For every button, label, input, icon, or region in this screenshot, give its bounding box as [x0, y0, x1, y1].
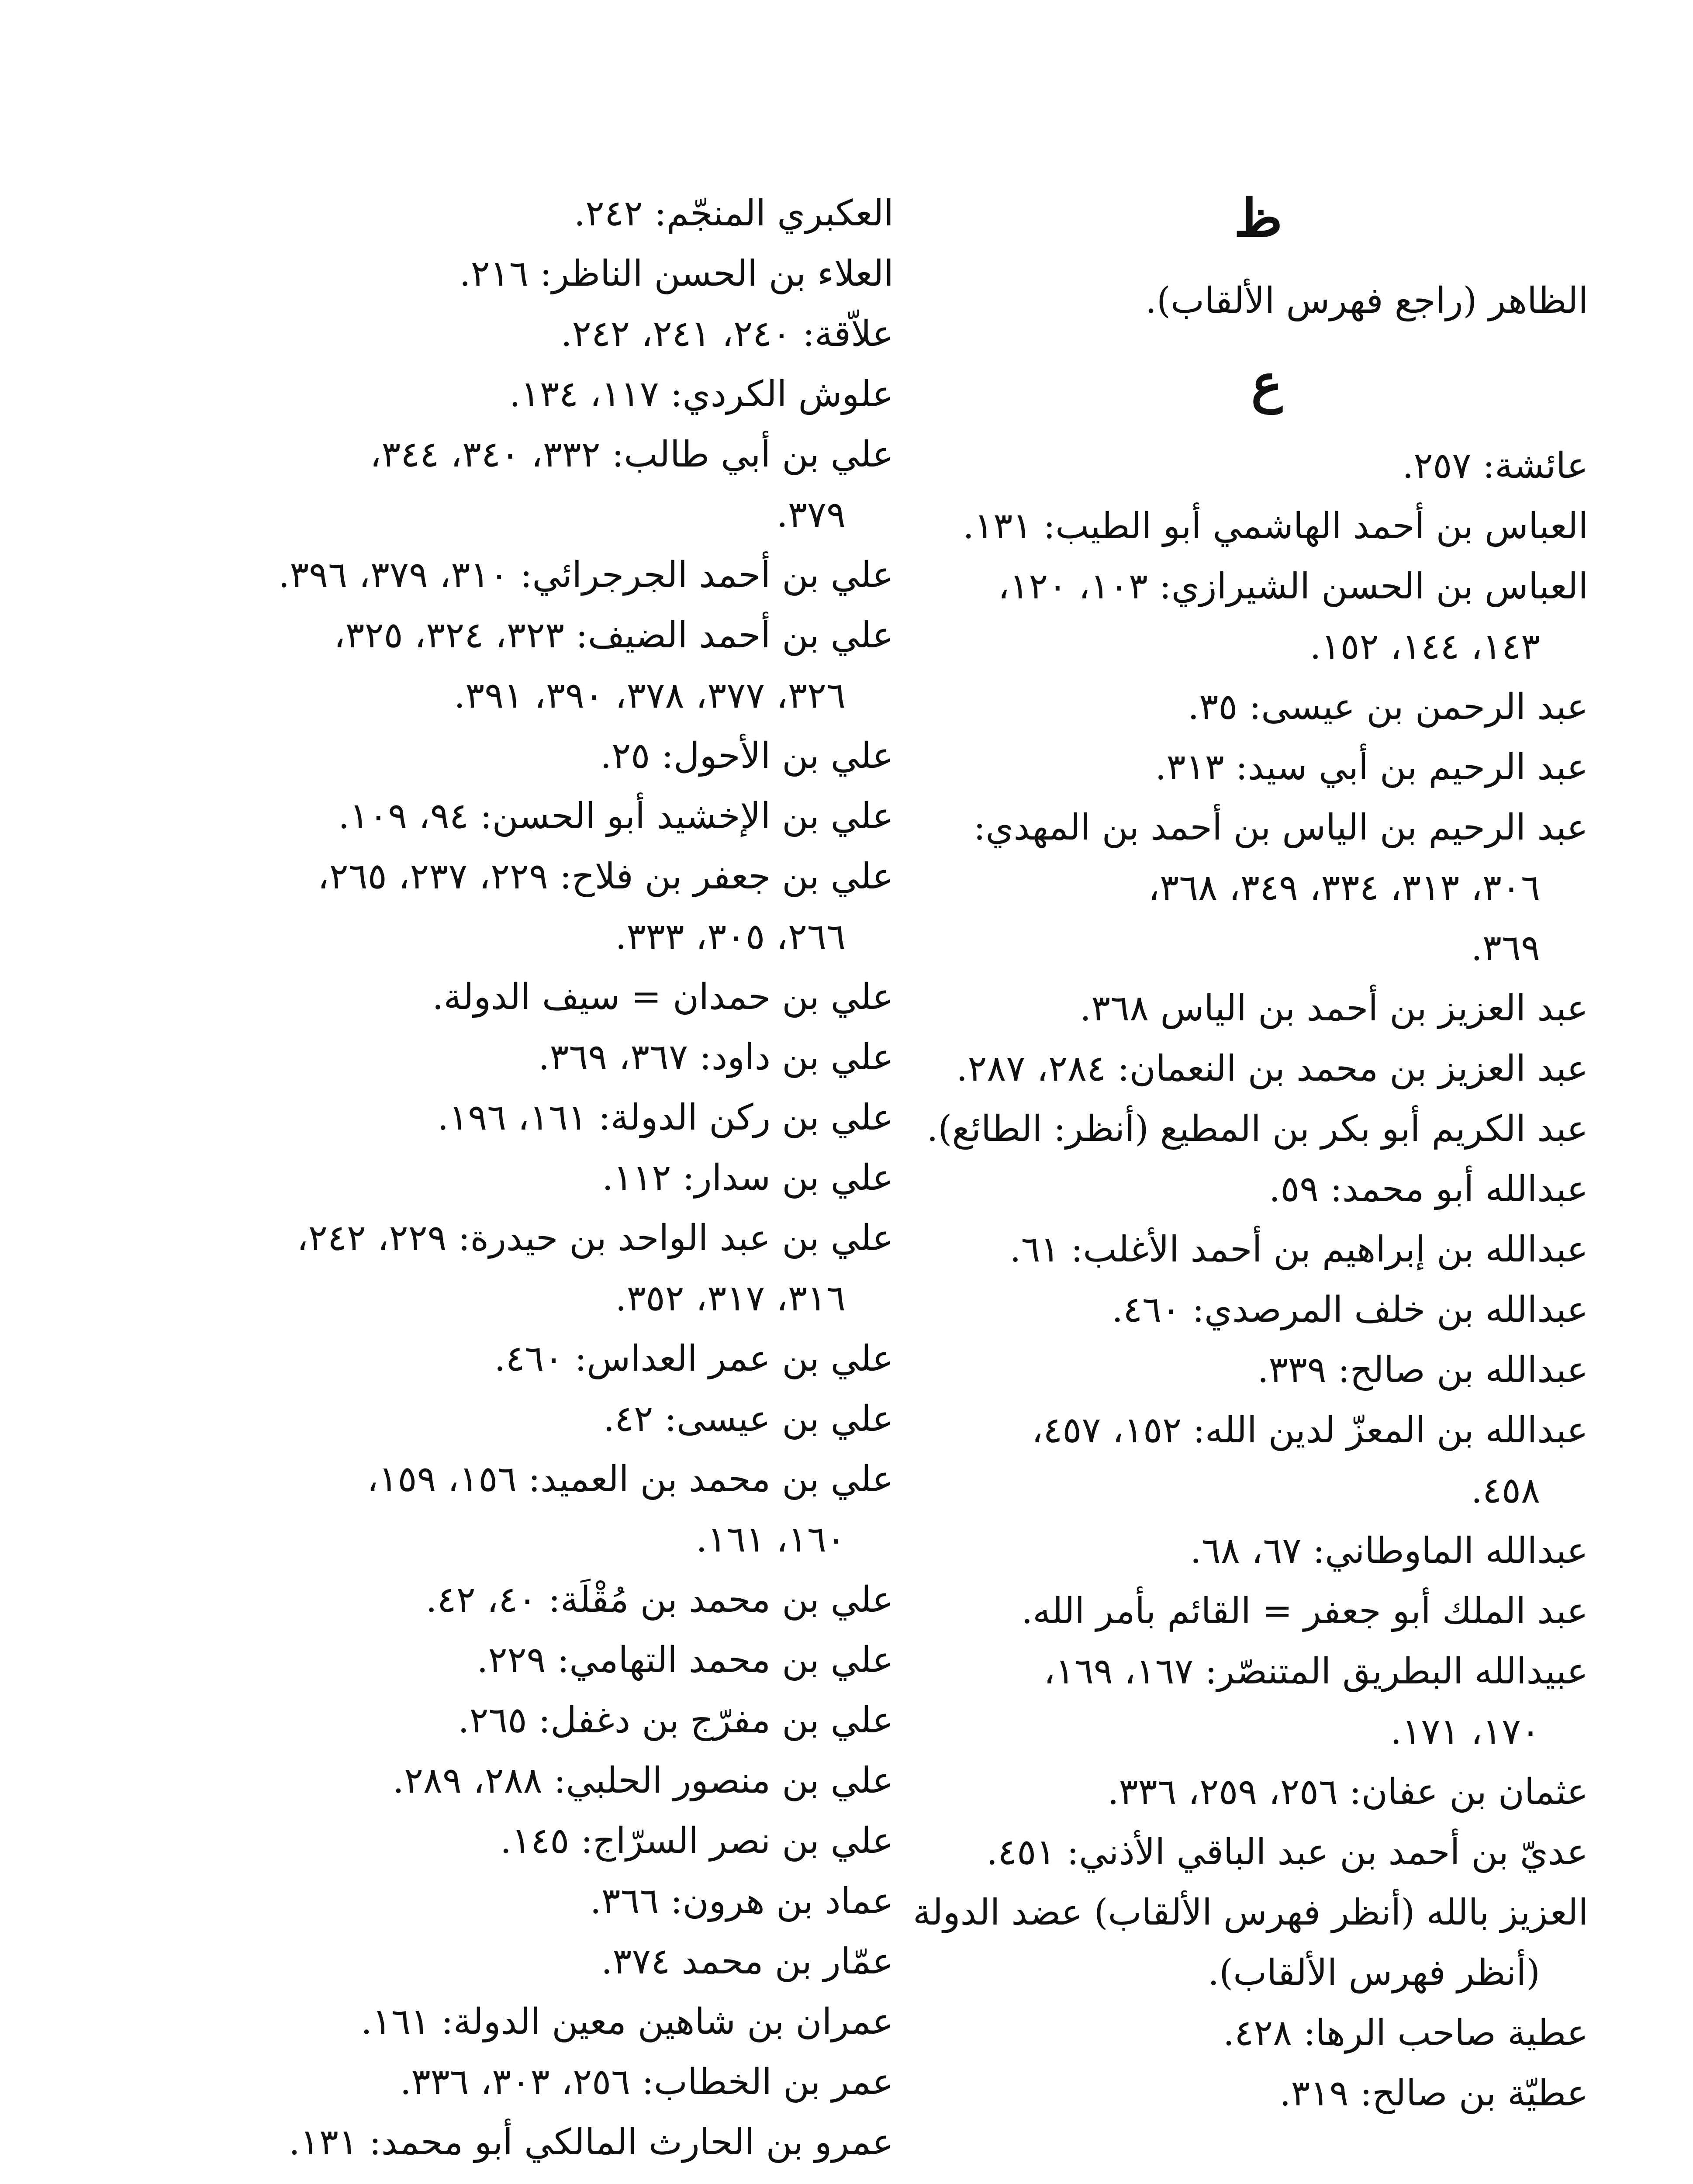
index-entry	[173, 967, 894, 1027]
index-entry-text: علي بن حمدان = سيف الدولة.	[432, 976, 894, 1018]
index-entry-text: عبدالله بن صالح: ٣٣٩.	[1257, 1349, 1588, 1391]
index-entry-text: علي بن عبد الواحد بن حيدرة: ٢٢٩، ٢٤٢،	[297, 1217, 894, 1259]
index-entry	[173, 2052, 894, 2112]
index-entry-text: علي بن جعفر بن فلاح: ٢٢٩، ٢٣٧، ٢٦٥،	[318, 856, 894, 897]
right-column	[881, 183, 1588, 2124]
index-entry	[881, 1400, 1588, 1521]
index-entry	[173, 1751, 894, 1811]
index-entry	[173, 1027, 894, 1088]
index-entry	[881, 1762, 1588, 1822]
index-entry-text: عبد العزيز بن أحمد بن الياس ٣٦٨.	[1080, 988, 1588, 1029]
index-entry-text: علي بن عيسى: ٤٢.	[603, 1398, 894, 1440]
index-entry	[881, 737, 1588, 798]
index-entry-text: العكبري المنجّم: ٢٤٢.	[574, 193, 894, 234]
index-entry-text: عمر بن الخطاب: ٢٥٦، ٣٠٣، ٣٣٦.	[400, 2061, 894, 2103]
index-entry-continuation: ٣١٦، ٣١٧، ٣٥٢.	[615, 1278, 846, 1319]
index-entry-text: العلاء بن الحسن الناظر: ٢١٦.	[459, 253, 894, 294]
index-entry-text: عمرو بن الحارث المالكي أبو محمد: ١٣١.	[288, 2122, 894, 2163]
index-entry-text: عبد العزيز بن محمد بن النعمان: ٢٨٤، ٢٨٧.	[956, 1048, 1588, 1089]
index-entry	[173, 786, 894, 847]
index-entry	[881, 1099, 1588, 1159]
index-entry	[173, 425, 894, 545]
index-entry-continuation: ١٤٣، ١٤٤، ١٥٢.	[1309, 626, 1540, 667]
index-entry	[881, 1581, 1588, 1641]
index-entry	[881, 1883, 1588, 2003]
index-entry	[881, 677, 1588, 737]
index-entry	[173, 1208, 894, 1329]
section-heading-za: ظ	[1234, 187, 1282, 249]
index-entry-text: عائشة: ٢٥٧.	[1402, 445, 1588, 487]
left-column	[173, 183, 894, 2173]
index-entry-text: علي بن أحمد الضيف: ٣٢٣، ٣٢٤، ٣٢٥،	[334, 615, 894, 656]
index-entry-text: العباس بن الحسن الشيرازي: ١٠٣، ١٢٠،	[998, 566, 1588, 607]
index-entry-text: علي بن داود: ٣٦٧، ٣٦٩.	[538, 1037, 894, 1078]
index-entry	[881, 1822, 1588, 1883]
index-entry-continuation: ٣٠٦، ٣١٣، ٣٣٤، ٣٤٩، ٣٦٨،	[1148, 867, 1540, 909]
index-entry-text: عبد الكريم أبو بكر بن المطيع (أنظر: الطائع).	[926, 1108, 1588, 1150]
index-entry	[173, 364, 894, 425]
index-entry	[173, 1690, 894, 1751]
index-entry	[173, 726, 894, 786]
index-entry	[173, 304, 894, 364]
index-entry	[173, 2112, 894, 2173]
index-entry	[881, 798, 1588, 978]
index-entry-text: علي بن محمد بن العميد: ١٥٦، ١٥٩،	[367, 1458, 894, 1500]
left-entry-list	[173, 183, 894, 2173]
ain-entry-list	[881, 436, 1588, 2124]
index-entry	[173, 1932, 894, 1992]
index-entry	[881, 1220, 1588, 1280]
index-entry-text: علي بن أحمد الجرجرائي: ٣١٠، ٣٧٩، ٣٩٦.	[278, 554, 894, 596]
index-entry-continuation: ١٦٠، ١٦١.	[696, 1519, 846, 1560]
index-entry	[881, 1340, 1588, 1400]
index-entry	[881, 1521, 1588, 1581]
index-entry	[881, 436, 1588, 496]
index-entry	[881, 496, 1588, 556]
index-entry-text: عبد الرحيم بن أبي سيد: ٣١٣.	[1155, 746, 1588, 788]
index-entry	[881, 1641, 1588, 1762]
index-entry-text: عديّ بن أحمد بن عبد الباقي الأذني: ٤٥١.	[986, 1832, 1588, 1873]
index-entry	[173, 183, 894, 244]
index-entry	[881, 2003, 1588, 2063]
index-entry-text: علي بن ركن الدولة: ١٦١، ١٩٦.	[437, 1097, 894, 1138]
za-entry-list	[881, 271, 1588, 331]
index-entry	[173, 1088, 894, 1148]
index-entry-continuation: ٢٦٦، ٣٠٥، ٣٣٣.	[615, 916, 846, 957]
index-entry-text: عبد الملك أبو جعفر = القائم بأمر الله.	[1021, 1590, 1588, 1632]
index-entry	[173, 1570, 894, 1630]
index-entry-text: عطيّة بن صالح: ٣١٩.	[1279, 2073, 1588, 2114]
index-entry-text: عبدالله أبو محمد: ٥٩.	[1269, 1168, 1588, 1210]
index-entry	[173, 1148, 894, 1208]
index-entry-continuation: ٤٥٨.	[1471, 1470, 1540, 1511]
index-entry-text: علي بن نصر السرّاج: ١٤٥.	[500, 1820, 894, 1862]
index-entry	[173, 847, 894, 967]
index-entry-text: علي بن منصور الحلبي: ٢٨٨، ٢٨٩.	[392, 1760, 894, 1801]
index-entry	[173, 1449, 894, 1570]
index-entry	[173, 244, 894, 304]
index-entry	[881, 2063, 1588, 2124]
index-entry-continuation: (أنظر فهرس الألقاب).	[1208, 1952, 1540, 1994]
index-entry-text: العزيز بالله (أنظر فهرس الألقاب) عضد الدولة	[913, 1892, 1588, 1933]
index-entry-text: عبدالله الماوطاني: ٦٧، ٦٨.	[1190, 1530, 1588, 1572]
index-entry	[173, 1992, 894, 2052]
index-entry	[881, 1280, 1588, 1340]
index-entry	[881, 556, 1588, 677]
index-entry-text: عبيدالله البطريق المتنصّر: ١٦٧، ١٦٩،	[1043, 1651, 1588, 1692]
index-entry-text: علي بن الإخشيد أبو الحسن: ٩٤، ١٠٩.	[338, 795, 894, 837]
index-entry	[173, 1871, 894, 1932]
index-entry-text: عبدالله بن المعزّ لدين الله: ١٥٢، ٤٥٧،	[1031, 1410, 1588, 1451]
index-entry	[173, 1811, 894, 1871]
index-entry-text: عبد الرحيم بن الياس بن أحمد بن المهدي:	[973, 807, 1588, 848]
index-entry-continuation: ٣٧٩.	[776, 494, 846, 536]
index-entry-text: علوش الكردي: ١١٧، ١٣٤.	[509, 373, 894, 415]
index-entry	[173, 1630, 894, 1690]
index-entry	[173, 605, 894, 726]
index-entry-text: علي بن سدار: ١١٢.	[602, 1157, 894, 1199]
index-entry-text: علي بن عمر العداس: ٤٦٠.	[494, 1338, 894, 1379]
index-entry	[173, 1389, 894, 1449]
index-entry-text: عمران بن شاهين معين الدولة: ١٦١.	[360, 2001, 894, 2042]
index-entry-text: عبد الرحمن بن عيسى: ٣٥.	[1188, 686, 1588, 728]
index-entry-text: علي بن محمد التهامي: ٢٢٩.	[477, 1639, 894, 1681]
index-entry-text: عمّار بن محمد ٣٧٤.	[601, 1941, 894, 1982]
index-entry	[881, 1039, 1588, 1099]
index-entry	[173, 545, 894, 605]
index-entry-text: عماد بن هرون: ٣٦٦.	[590, 1880, 894, 1922]
index-entry-text: عطية صاحب الرها: ٤٢٨.	[1223, 2012, 1588, 2054]
index-entry-continuation: ٣٦٩.	[1471, 927, 1540, 969]
section-heading-ain: ع	[1251, 352, 1282, 414]
index-entry-text: عبدالله بن خلف المرصدي: ٤٦٠.	[1112, 1289, 1588, 1330]
index-entry-text: علي بن محمد بن مُقْلَة: ٤٠، ٤٢.	[425, 1579, 894, 1621]
index-entry-text: علاّقة: ٢٤٠، ٢٤١، ٢٤٢.	[560, 313, 894, 355]
index-entry-text: عبدالله بن إبراهيم بن أحمد الأغلب: ٦١.	[1009, 1229, 1588, 1270]
index-entry-text: الظاهر (راجع فهرس الألقاب).	[1145, 280, 1588, 321]
index-entry-text: العباس بن أحمد الهاشمي أبو الطيب: ١٣١.	[963, 505, 1588, 547]
index-entry-text: علي بن أبي طالب: ٣٣٢، ٣٤٠، ٣٤٤،	[370, 434, 894, 475]
index-entry-continuation: ١٧٠، ١٧١.	[1390, 1711, 1540, 1752]
index-entry	[881, 271, 1588, 331]
index-entry-text: علي بن الأحول: ٢٥.	[600, 735, 894, 777]
index-entry	[173, 1329, 894, 1389]
index-entry	[881, 1159, 1588, 1220]
index-entry-text: علي بن مفرّج بن دغفل: ٢٦٥.	[458, 1700, 894, 1741]
index-entry-continuation: ٣٢٦، ٣٧٧، ٣٧٨، ٣٩٠، ٣٩١.	[454, 675, 846, 716]
index-entry	[881, 978, 1588, 1039]
index-entry-text: عثمان بن عفان: ٢٥٦، ٢٥٩، ٣٣٦.	[1107, 1771, 1588, 1813]
